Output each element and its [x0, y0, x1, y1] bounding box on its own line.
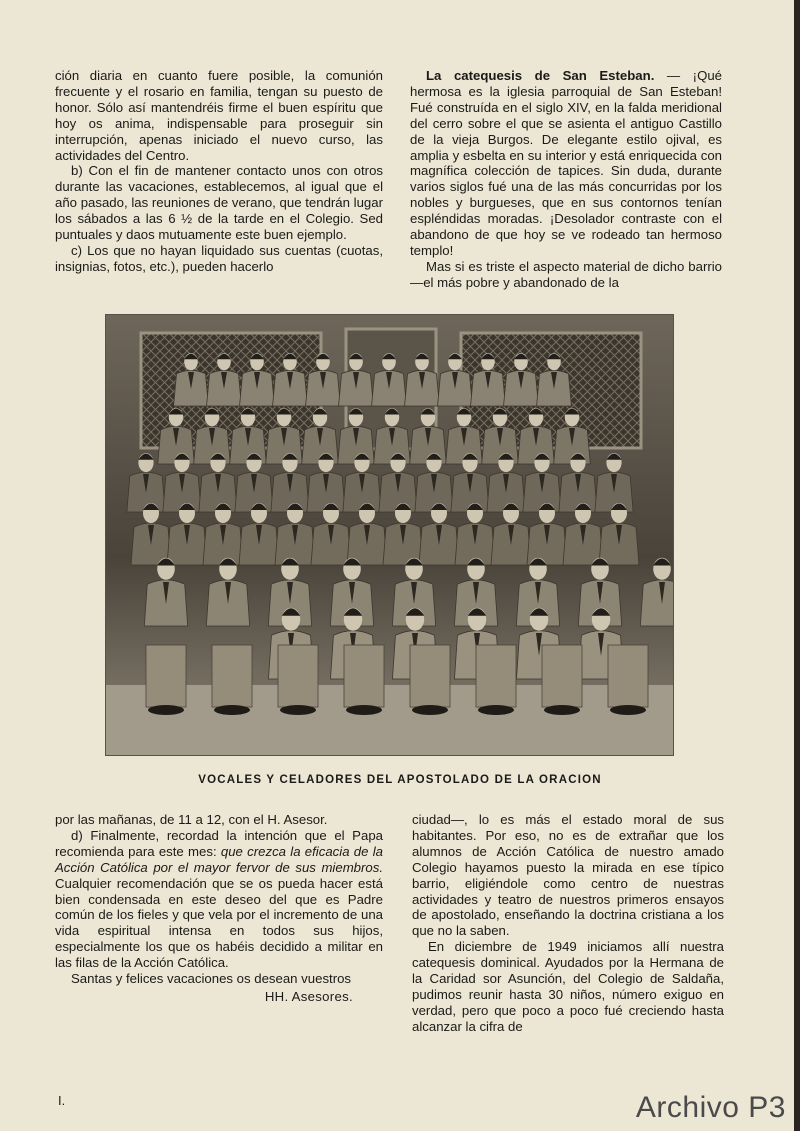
signature: HH. Asesores. [264, 988, 353, 1004]
text-column-top-right [410, 68, 722, 291]
paragraph: ciudad—, lo es más el estado moral de sus habitantes. Por eso, no es de extrañar que los alumnos de Acción Católica de nuestro amado Colegio hayamos puesto la mirada en ese típico barrio, eligiéndole como centro de nuestras actividades y teatro de nuestros primeros ensayos de apostolado, enseñando la doctrina cristiana a los que no la saben. [412, 812, 724, 939]
paragraph: por las mañanas, de 11 a 12, con el H. Asesor. [55, 812, 328, 827]
paragraph: ción diaria en cuanto fuere posible, la comunión frecuente y el rosario en familia, tengan su puesto de honor. Sólo así mantendréis firme el buen espíritu que hoy os anima, indispensable para proseguir sin interrupción, apenas iniciado el nuevo curso, las actividades del Centro. [55, 68, 383, 163]
paragraph: b) Con el fin de mantener contacto unos con otros durante las vacaciones, establecemos, al igual que el año pasado, las reuniones de verano, que tendrán lugar los sábados a las 6 ½ de la tarde en el Colegio. Sed puntuales y daos mutuamente este buen ejemplo. [55, 163, 383, 243]
text-column-top-left [55, 68, 383, 275]
paragraph: c) Los que no hayan liquidado sus cuentas (cuotas, insignias, fotos, etc.), pueden hacerlo [55, 242, 383, 274]
italic-intention: que crezca la eficacia de la Acción Católica por el mayor fervor de sus miembros. [55, 843, 383, 875]
paragraph-text: Cualquier recomendación que se os pueda hacer está bien condensada en este deseo del que es Padre común de los fieles y que vela por el incremento de una vida espiritual intensa en todos sus hijos, especialmente los que os habéis decidido a militar en las filas de la Acción Católica. [55, 875, 383, 971]
group-photo-image [106, 315, 673, 755]
photo-caption: VOCALES Y CELADORES DEL APOSTOLADO DE LA ORACION [198, 774, 602, 786]
paragraph: Santas y felices vacaciones os desean vuestros [71, 971, 352, 987]
paragraph [410, 68, 722, 259]
section-heading: La catequesis de San Esteban. [426, 68, 655, 83]
page-number: I. [58, 1093, 66, 1108]
text-column-bottom-right [412, 812, 724, 1035]
group-photo [105, 314, 674, 756]
text-column-bottom-left [55, 812, 383, 1005]
paragraph: En diciembre de 1949 iniciamos allí nuestra catequesis dominical. Ayudados por la Hermana de la Caridad sor Asunción, del Colegio de Saldaña, pudimos reunir hasta 30 niños, número exiguo en verdad, pero que poco a poco fué creciendo hasta alcanzar la cifra de [412, 939, 724, 1034]
paragraph-text: d) Finalmente, recordad la intención que el Papa recomienda para este mes: [55, 827, 383, 859]
page-edge [794, 0, 800, 1131]
paragraph-text: — ¡Qué hermosa es la iglesia parroquial de San Esteban! Fué construída en el siglo XIV, en la falda meridional del cerro sobre el que se asienta el antiguo Castillo de la vieja Burgos. De elegante estilo ojival, es amplia y esbelta en su interior y está enriquecida con magnífica colección de tapices. Sin duda, durante varios siglos fué una de las más concurridas por los nobles y burgueses, que en sus contornos tenían espléndidas moradas. ¡Desolador contraste con el abandono de que hoy se ve rodeado tan hermoso templo! [410, 68, 722, 258]
paragraph: Mas si es triste el aspecto material de dicho barrio —el más pobre y abandonado de la [410, 258, 722, 290]
watermark: Archivo P3 [635, 1091, 786, 1124]
paragraph [55, 828, 383, 971]
